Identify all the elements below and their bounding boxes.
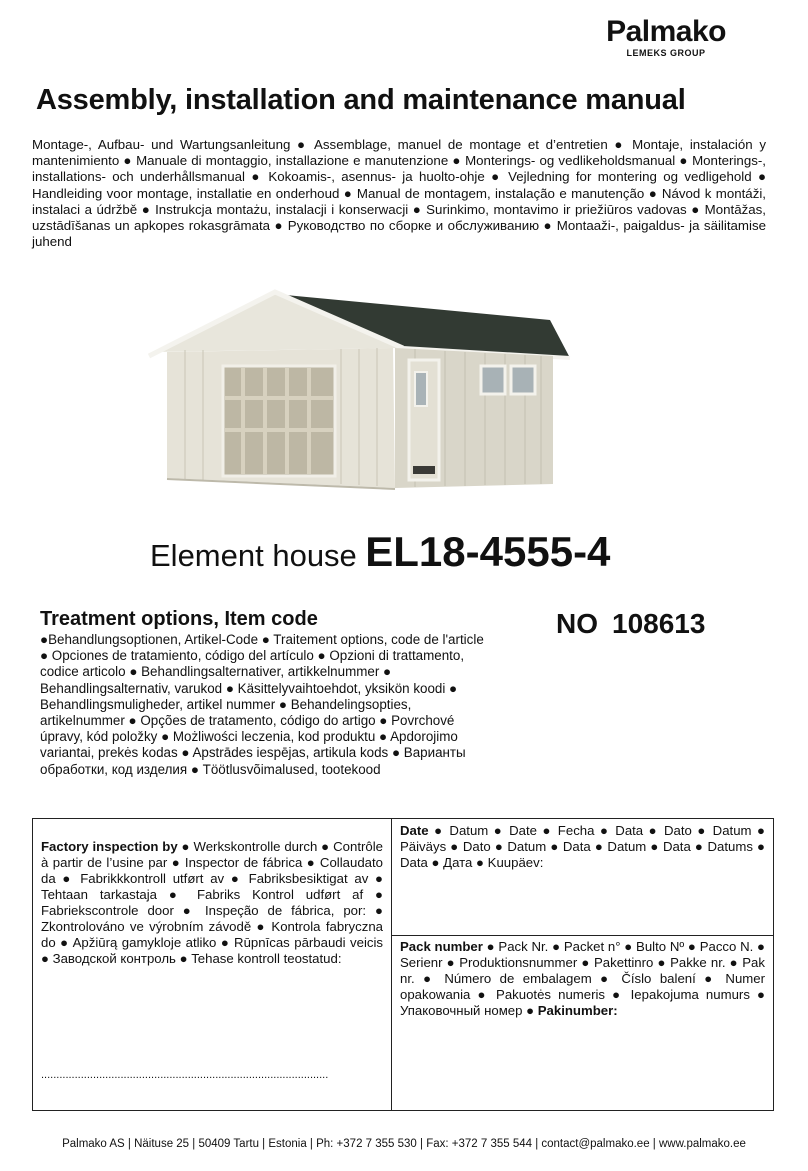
intro-translations: Montage-, Aufbau- und Wartungsanleitung ● Assemblage, manuel de montage et d’entretien ● Montaje, instalación y mantenimiento ● Manuale di montaggio, installazione e manutenzione ● Monterings- og vedlikeholdsmanual ● Monterings-, installations- och underhållsmanual ● Kokoamis-, asennus- ja huolto-ohje ● Vejledning for montering og vedligehold ● Handleiding voor montage, installatie en onderhoud ● Manual de montagem, instalação e manutenção ● Návod k montáži, instalaci a údržbě ● Instrukcja montażu, instalacji i konserwacji ● Surinkimo, montavimo ir priežiūros vadovas ● Montāžas, uzstādīšanas un apkopes rokasgrāmata ● Руководство по сборке и обслуживанию ● Montaaži-, paigaldus- ja säilitamise juhend (32, 137, 766, 250)
factory-inspection-label: Factory inspection by (41, 839, 178, 854)
form-right-column (392, 819, 773, 1110)
date-translations: ● Datum ● Date ● Fecha ● Data ● Dato ● Datum ● Päiväys ● Dato ● Datum ● Data ● Datum ● Data ● Datums ● Data ● Дата ● Kuupäev: (400, 823, 765, 870)
inspection-form (32, 818, 774, 1111)
treatment-translations: ●Behandlungsoptionen, Artikel-Code ● Traitement options, code de l'article ● Opciones de tratamiento, código del artículo ● Opzioni di trattamento, codice articolo ● Behandlingsalternativer, artikkelnummer ● Behandlingsalternativ, varukod ● Käsittelyvaihtoehdot, yksikön koodi ● Behandlingsmuligheder, artikel nummer ● Behandelingsopties, artikelnummer ● Opções de tratamento, código do artigo ● Povrchové úpravy, kód položky ● Możliwości leczenia, kod produktu ● Apdorojimo variantai, prekės kodas ● Apstrādes iespējas, artikula kods ● Варианты обработки, код изделия ● Töötlusvõimalused, tootekood (40, 632, 484, 777)
factory-inspection-cell (33, 819, 392, 1110)
model-prefix: Element house (150, 538, 357, 573)
item-number (556, 608, 705, 640)
garage-opening (223, 366, 335, 476)
pack-number-translations: ● Pack Nr. ● Packet n° ● Bulto Nº ● Pacco N. ● Serienr ● Produktionsnummer ● Pakettinro ● Pakke nr. ● Pak nr. ● Número de embalagem ● Číslo balení ● Numer opakowania ● Pakuotės numeris ● Iepakojuma numurs ● Упаковочный номер ● (400, 939, 765, 1018)
window-right (511, 366, 535, 394)
model-name (150, 528, 610, 576)
date-cell (392, 819, 773, 936)
date-text (392, 819, 773, 875)
treatment-title: Treatment options, Item code (40, 608, 318, 630)
window-left (481, 366, 505, 394)
factory-inspection-translations: ● Werkskontrolle durch ● Contrôle à partir de l’usine par ● Inspector de fábrica ● Collaudato da ● Fabrikkkontroll utført av ● Fabriksbesiktigat av ● Tehtaan tarkastaja ● Fabriks Kontrol udført af ● Fabriekscontrole door ● Inspeção de fábrica, por: ● Zkontrolováno ve výrobním závodě ● Kontrola fabryczna do ● Apžiūrą gamykloje atliko ● Rūpnīcas pārbaudi veicis ● Заводской контроль ● Tehase kontroll teostatud: (41, 839, 383, 966)
signature-line: .............................................................................................. (41, 1069, 329, 1081)
pack-number-text (392, 935, 773, 1023)
item-number-label: NO (556, 608, 598, 639)
pack-number-cell (392, 935, 773, 1110)
pack-number-end: Pakinumber: (537, 1003, 618, 1018)
factory-inspection-text (33, 819, 391, 971)
item-number-value: 108613 (612, 608, 706, 639)
footer-contact: Palmako AS | Näituse 25 | 50409 Tartu | Estonia | Ph: +372 7 355 530 | Fax: +372 7 355 544 | contact@palmako.ee | www.palmako.ee (62, 1138, 746, 1150)
element-house-illustration (145, 286, 575, 496)
brand-name: Palmako (606, 15, 726, 48)
brand-logo (606, 16, 726, 58)
model-code: EL18-4555-4 (365, 528, 611, 575)
pack-number-label: Pack number (400, 939, 483, 954)
date-label: Date (400, 823, 429, 838)
page-title: Assembly, installation and maintenance manual (36, 84, 686, 116)
brand-group: LEMEKS GROUP (626, 48, 706, 58)
